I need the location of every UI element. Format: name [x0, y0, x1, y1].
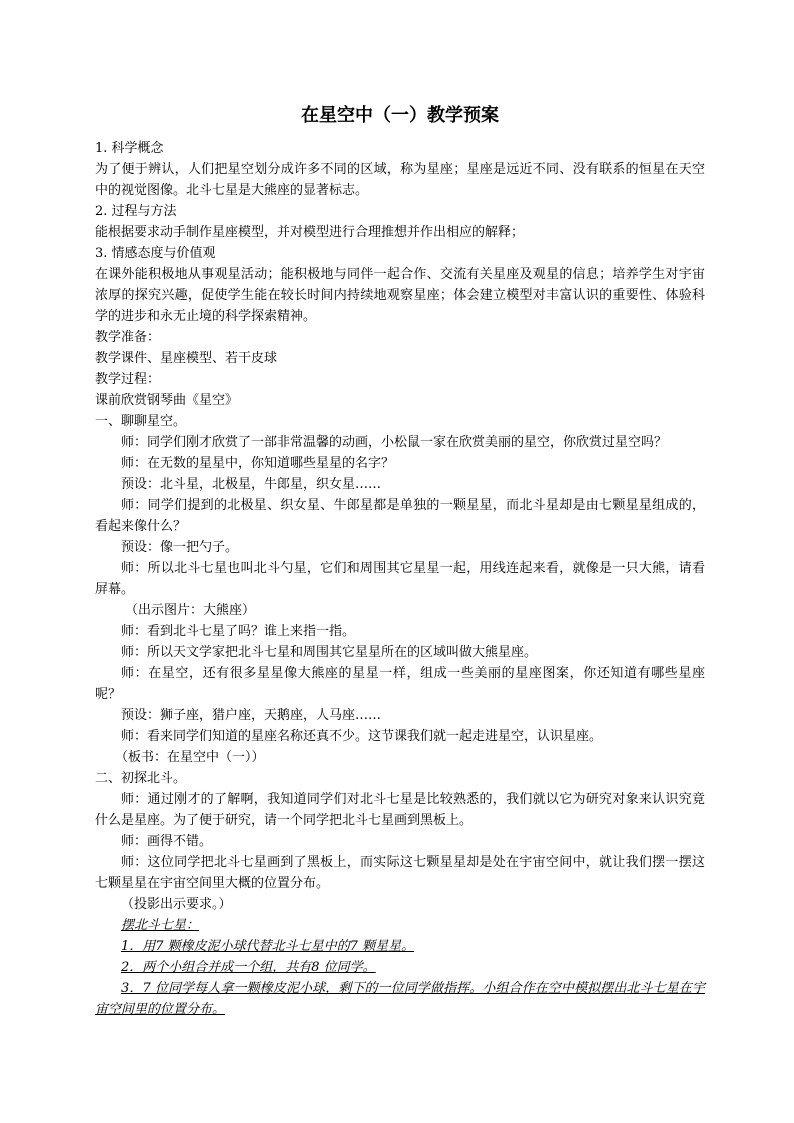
dialogue-line: 师：同学们刚才欣赏了一部非常温馨的动画，小松鼠一家在欣赏美丽的星空，你欣赏过星空吗？	[121, 435, 668, 450]
paragraph-music: 课前欣赏钢琴曲《星空》	[95, 393, 239, 408]
dialogue-line: 师：所以北斗七星也叫北斗勺星，它们和周围其它星星一起，用线连起来看，就像是一只大熊，请看屏幕。	[95, 561, 705, 597]
task-step: 1．用7 颗橡皮泥小球代替北斗七星中的7 颗星星。	[121, 939, 415, 954]
section-heading-concept: 1. 科学概念	[95, 141, 164, 156]
paragraph-attitude: 在课外能积极地从事观星活动；能积极地与同伴一起合作、交流有关星座及观星的信息；培养学生对宇宙浓厚的探究兴趣，促使学生能在较长时间内持续地观察星座；体会建立模型对丰富认识的重要性、体验科学的进步和永无止境的科学探索精神。	[95, 267, 705, 324]
paragraph-concept: 为了便于辨认，人们把星空划分成许多不同的区域，称为星座；星座是远近不同、没有联系的恒星在天空中的视觉图像。北斗七星是大熊座的显著标志。	[95, 162, 705, 198]
task-step: 3．7 位同学每人拿一颗橡皮泥小球，剩下的一位同学做指挥。小组合作在空中模拟摆出北斗七星在宇宙空间里的位置分布。	[95, 981, 705, 1017]
stage-note: （出示图片：大熊座）	[125, 603, 256, 618]
document-page	[95, 104, 705, 1020]
dialogue-line: 师：这位同学把北斗七星画到了黑板上，而实际这七颗星星却是处在宇宙空间中，就让我们摆一摆这七颗星星在宇宙空间里大概的位置分布。	[95, 855, 705, 891]
task-heading: 摆北斗七星：	[121, 918, 200, 933]
heading-preparation: 教学准备：	[95, 330, 161, 345]
paragraph-process: 能根据要求动手制作星座模型，并对模型进行合理推想并作出相应的解释；	[95, 225, 525, 240]
dialogue-line: 师：画得不错。	[121, 834, 213, 849]
dialogue-line: 师：在无数的星星中，你知道哪些星星的名字？	[121, 456, 395, 471]
dialogue-line: 师：看到北斗七星了吗？谁上来指一指。	[121, 624, 356, 639]
dialogue-line: 师：通过刚才的了解啊，我知道同学们对北斗七星是比较熟悉的，我们就以它为研究对象来认识究竟什么是星座。为了便于研究，请一个同学把北斗七星画到黑板上。	[95, 792, 705, 828]
part-two-heading: 二、初探北斗。	[95, 771, 187, 786]
task-step: 2．两个小组合并成一个组，共有8 位同学。	[121, 960, 376, 975]
dialogue-line: 师：同学们提到的北极星、织女星、牛郎星都是单独的一颗星星，而北斗星却是由七颗星星组成的，看起来像什么？	[95, 498, 705, 534]
section-heading-process: 2. 过程与方法	[95, 204, 177, 219]
dialogue-line: 师：在星空，还有很多星星像大熊座的星星一样，组成一些美丽的星座图案，你还知道有哪些星座呢？	[95, 666, 705, 702]
stage-note: （投影出示要求。）	[121, 897, 232, 912]
dialogue-line: 预设：像一把勺子。	[121, 540, 239, 555]
heading-procedure: 教学过程：	[95, 372, 161, 387]
part-one-heading: 一、聊聊星空。	[95, 414, 187, 429]
board-note: （板书：在星空中（一））	[115, 750, 265, 765]
dialogue-line: 预设：狮子座，猎户座，天鹅座，人马座……	[121, 708, 382, 723]
paragraph-preparation: 教学课件、星座模型、若干皮球	[95, 351, 278, 366]
section-heading-attitude: 3. 情感态度与价值观	[95, 246, 216, 261]
dialogue-line: 预设：北斗星，北极星，牛郎星，织女星……	[121, 477, 382, 492]
dialogue-line: 师：看来同学们知道的星座名称还真不少。这节课我们就一起走进星空，认识星座。	[121, 729, 603, 744]
document-title: 在星空中（一）教学预案	[301, 105, 499, 126]
dialogue-line: 师：所以天文学家把北斗七星和周围其它星星所在的区域叫做大熊星座。	[121, 645, 538, 660]
